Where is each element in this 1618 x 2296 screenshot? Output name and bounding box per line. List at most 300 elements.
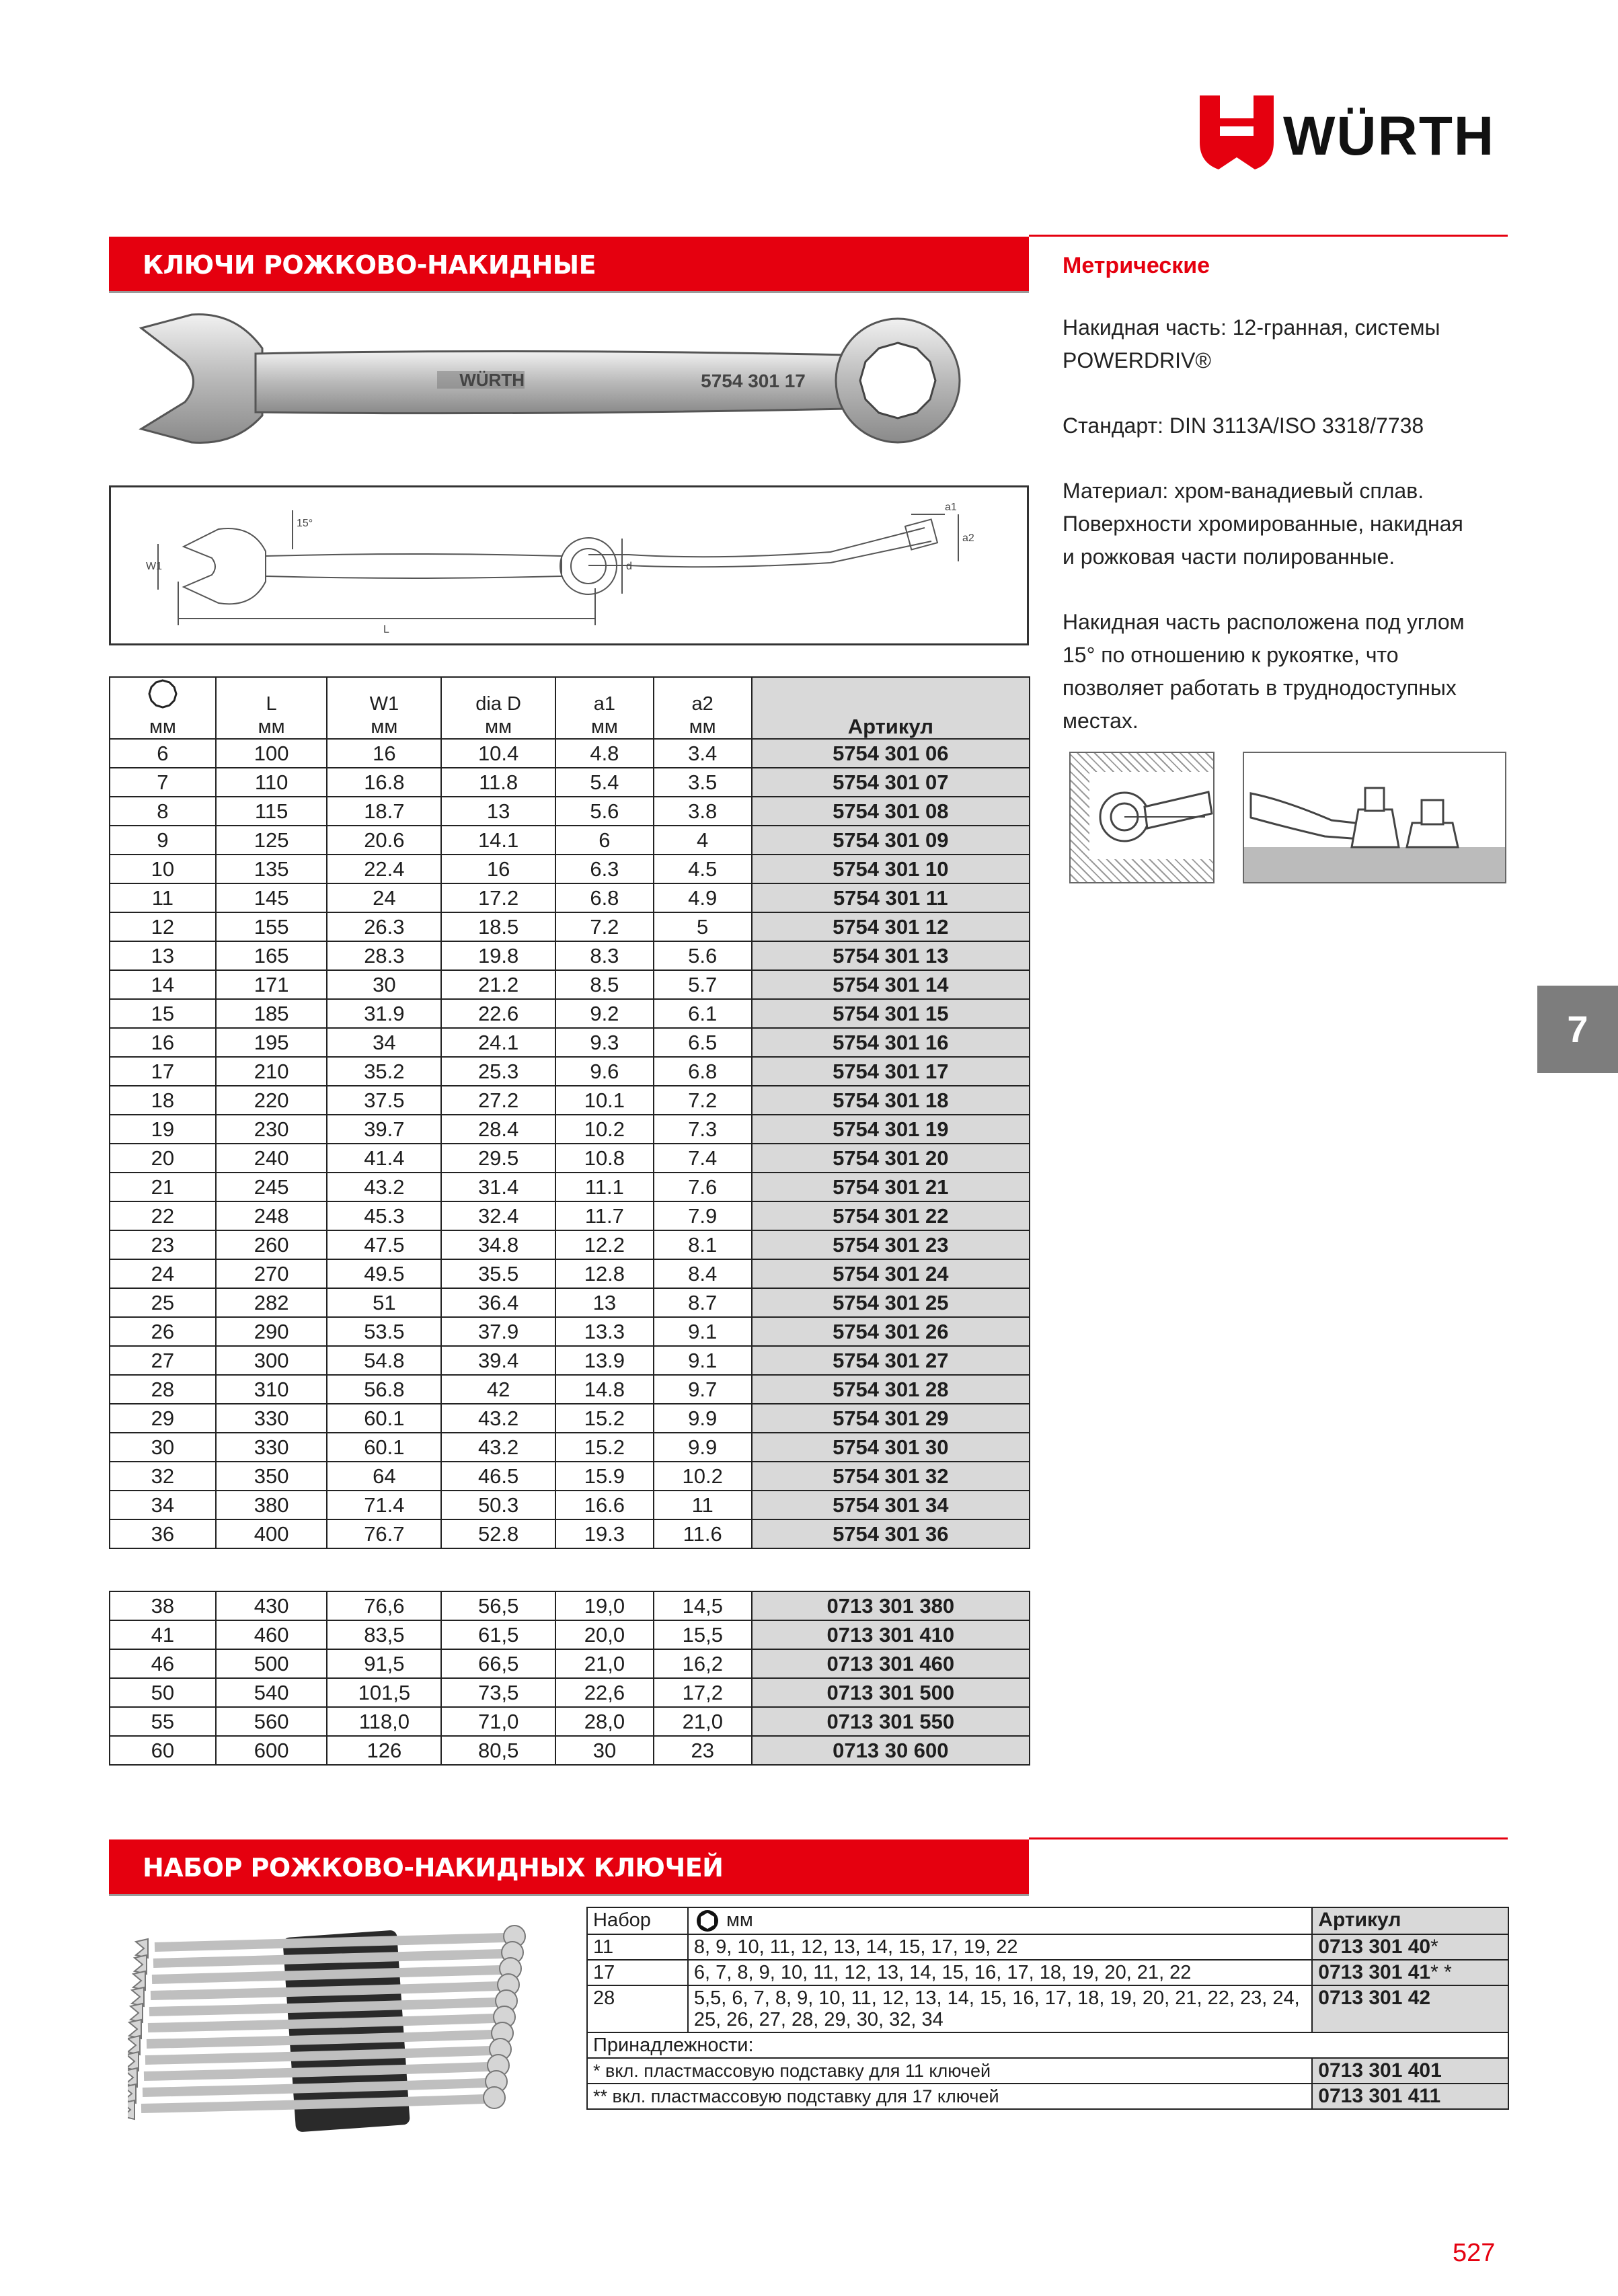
table-cell: 18.5 bbox=[441, 912, 555, 941]
table-cell: 20 bbox=[110, 1144, 216, 1173]
table-cell: 7.4 bbox=[654, 1144, 752, 1173]
info-line: Накидная часть: 12-гранная, системы bbox=[1063, 315, 1440, 340]
dim-label-angle: 15° bbox=[297, 518, 313, 529]
table-cell: 171 bbox=[216, 970, 328, 999]
header-dia-d: dia D мм bbox=[441, 677, 555, 739]
table-cell: 11 bbox=[110, 883, 216, 912]
dimension-drawing bbox=[111, 487, 1027, 643]
table-cell: 5.4 bbox=[555, 768, 654, 797]
table-cell: 23 bbox=[110, 1230, 216, 1259]
set-section-title: НАБОР РОЖКОВО-НАКИДНЫХ КЛЮЧЕЙ bbox=[109, 1839, 1029, 1896]
table-cell: 52.8 bbox=[441, 1519, 555, 1548]
wrench-set-photo bbox=[128, 1920, 565, 2142]
table-cell: 9.3 bbox=[555, 1028, 654, 1057]
table-cell: 3.5 bbox=[654, 768, 752, 797]
table-cell: 115 bbox=[216, 797, 328, 826]
table-cell: 15 bbox=[110, 999, 216, 1028]
article-number: 5754 301 28 bbox=[752, 1375, 1030, 1404]
table-cell: 350 bbox=[216, 1462, 328, 1491]
table-cell: 9.9 bbox=[654, 1404, 752, 1433]
table-cell: 6.5 bbox=[654, 1028, 752, 1057]
table-cell: 100 bbox=[216, 739, 328, 768]
table-cell: 61,5 bbox=[441, 1620, 555, 1649]
table-cell: 270 bbox=[216, 1259, 328, 1288]
table-cell: 110 bbox=[216, 768, 328, 797]
table-cell: 41 bbox=[110, 1620, 216, 1649]
page-number: 527 bbox=[1453, 2239, 1496, 2267]
table-cell: 10.2 bbox=[654, 1462, 752, 1491]
article-number: 5754 301 26 bbox=[752, 1317, 1030, 1346]
usage-illustration-angle bbox=[1069, 752, 1215, 883]
table-cell: 18 bbox=[110, 1086, 216, 1115]
table-cell: 14.8 bbox=[555, 1375, 654, 1404]
table-cell: 7.3 bbox=[654, 1115, 752, 1144]
table-row bbox=[110, 912, 1030, 941]
table-row bbox=[110, 1144, 1030, 1173]
table-row bbox=[110, 1346, 1030, 1375]
table-cell: 13 bbox=[441, 797, 555, 826]
table-cell: 36 bbox=[110, 1519, 216, 1548]
header-l: L мм bbox=[216, 677, 328, 739]
info-paragraph-4 bbox=[1063, 606, 1520, 738]
article-number: 5754 301 22 bbox=[752, 1201, 1030, 1230]
table-cell: 23 bbox=[654, 1736, 752, 1765]
table-cell: 6 bbox=[555, 826, 654, 855]
set-article: 0713 301 40* bbox=[1312, 1934, 1508, 1960]
table-cell: 39.4 bbox=[441, 1346, 555, 1375]
table-cell: 6.1 bbox=[654, 999, 752, 1028]
table-cell: 165 bbox=[216, 941, 328, 970]
table-cell: 22,6 bbox=[555, 1678, 654, 1707]
info-line: и рожковая части полированные. bbox=[1063, 545, 1395, 569]
table-row bbox=[110, 1317, 1030, 1346]
table-cell: 10 bbox=[110, 855, 216, 883]
table-cell: 28.4 bbox=[441, 1115, 555, 1144]
hex-icon bbox=[694, 1909, 721, 1932]
dim-label-w1: W1 bbox=[146, 561, 162, 572]
info-line: Накидная часть расположена под углом bbox=[1063, 610, 1465, 634]
article-number: 5754 301 30 bbox=[752, 1433, 1030, 1462]
table-cell: 13 bbox=[555, 1288, 654, 1317]
table-cell: 53.5 bbox=[327, 1317, 441, 1346]
table-cell: 60.1 bbox=[327, 1404, 441, 1433]
table-row bbox=[110, 970, 1030, 999]
table-cell: 6.3 bbox=[555, 855, 654, 883]
article-number: 5754 301 32 bbox=[752, 1462, 1030, 1491]
table-cell: 7.9 bbox=[654, 1201, 752, 1230]
header-underline bbox=[109, 291, 1029, 293]
table-cell: 600 bbox=[216, 1736, 328, 1765]
table-cell: 300 bbox=[216, 1346, 328, 1375]
table-cell: 245 bbox=[216, 1173, 328, 1201]
table-cell: 37.9 bbox=[441, 1317, 555, 1346]
table-cell: 5 bbox=[654, 912, 752, 941]
table-cell: 43.2 bbox=[441, 1404, 555, 1433]
wrench-brand-stamp: WÜRTH bbox=[459, 370, 525, 390]
article-number: 5754 301 17 bbox=[752, 1057, 1030, 1086]
article-number: 0713 301 460 bbox=[752, 1649, 1030, 1678]
info-line: позволяет работать в труднодоступных bbox=[1063, 676, 1457, 700]
article-number: 5754 301 18 bbox=[752, 1086, 1030, 1115]
table-cell: 400 bbox=[216, 1519, 328, 1548]
table-cell: 9.1 bbox=[654, 1317, 752, 1346]
set-sizes: 6, 7, 8, 9, 10, 11, 12, 13, 14, 15, 16, 17, 18, 19, 20, 21, 22 bbox=[688, 1960, 1312, 1985]
header-a1: a1 мм bbox=[555, 677, 654, 739]
article-number: 5754 301 12 bbox=[752, 912, 1030, 941]
table-cell: 13 bbox=[110, 941, 216, 970]
set-sizes: 5,5, 6, 7, 8, 9, 10, 11, 12, 13, 14, 15, 16, 17, 18, 19, 20, 21, 22, 23, 24, 25, 26, 27, 28, 29, 30, 32, 34 bbox=[688, 1985, 1312, 2032]
table-cell: 24 bbox=[327, 883, 441, 912]
table-cell: 43.2 bbox=[441, 1433, 555, 1462]
article-number: 5754 301 06 bbox=[752, 739, 1030, 768]
table-cell: 22 bbox=[110, 1201, 216, 1230]
table-row bbox=[110, 1462, 1030, 1491]
table-cell: 8 bbox=[110, 797, 216, 826]
table-cell: 8.5 bbox=[555, 970, 654, 999]
table-cell: 126 bbox=[327, 1736, 441, 1765]
set-header-article: Артикул bbox=[1312, 1907, 1508, 1934]
table-cell: 101,5 bbox=[327, 1678, 441, 1707]
table-cell: 21 bbox=[110, 1173, 216, 1201]
technical-drawing bbox=[109, 485, 1029, 645]
table-cell: 9.9 bbox=[654, 1433, 752, 1462]
set-header-sizes bbox=[688, 1907, 1312, 1934]
table-cell: 125 bbox=[216, 826, 328, 855]
accessory-article: 0713 301 401 bbox=[1312, 2058, 1508, 2084]
brand-name: WÜRTH bbox=[1283, 106, 1496, 167]
table-cell: 12.8 bbox=[555, 1259, 654, 1288]
table-cell: 27.2 bbox=[441, 1086, 555, 1115]
article-number: 0713 301 380 bbox=[752, 1591, 1030, 1620]
table-cell: 282 bbox=[216, 1288, 328, 1317]
article-number: 5754 301 16 bbox=[752, 1028, 1030, 1057]
table-cell: 5.6 bbox=[555, 797, 654, 826]
table-row bbox=[110, 999, 1030, 1028]
table-row bbox=[110, 1678, 1030, 1707]
table-cell: 380 bbox=[216, 1491, 328, 1519]
dim-label-a2: a2 bbox=[962, 532, 974, 544]
ring-size-icon bbox=[147, 678, 179, 710]
table-cell: 16 bbox=[327, 739, 441, 768]
set-count: 11 bbox=[587, 1934, 688, 1960]
table-cell: 25 bbox=[110, 1288, 216, 1317]
article-number: 5754 301 24 bbox=[752, 1259, 1030, 1288]
info-paragraph-1 bbox=[1063, 311, 1520, 377]
table-cell: 15.9 bbox=[555, 1462, 654, 1491]
table-cell: 9.6 bbox=[555, 1057, 654, 1086]
table-row bbox=[110, 1736, 1030, 1765]
table-cell: 6.8 bbox=[654, 1057, 752, 1086]
chapter-tab[interactable]: 7 bbox=[1537, 986, 1618, 1073]
table-cell: 10.4 bbox=[441, 739, 555, 768]
table-cell: 10.2 bbox=[555, 1115, 654, 1144]
table-cell: 49.5 bbox=[327, 1259, 441, 1288]
article-number: 0713 30 600 bbox=[752, 1736, 1030, 1765]
table-cell: 11.1 bbox=[555, 1173, 654, 1201]
table-cell: 330 bbox=[216, 1433, 328, 1462]
unit-label: мм bbox=[726, 1909, 753, 1931]
table-cell: 13.3 bbox=[555, 1317, 654, 1346]
accessories-row bbox=[587, 2032, 1508, 2058]
table-cell: 83,5 bbox=[327, 1620, 441, 1649]
usage-illustration-clearance bbox=[1243, 752, 1506, 883]
info-title: Метрические bbox=[1063, 253, 1210, 278]
table-row bbox=[110, 1433, 1030, 1462]
table-cell: 135 bbox=[216, 855, 328, 883]
header-article: Артикул bbox=[752, 677, 1030, 739]
table-cell: 210 bbox=[216, 1057, 328, 1086]
table-row bbox=[110, 883, 1030, 912]
set-header-row bbox=[587, 1907, 1508, 1934]
table-cell: 29.5 bbox=[441, 1144, 555, 1173]
table-cell: 12.2 bbox=[555, 1230, 654, 1259]
table-cell: 25.3 bbox=[441, 1057, 555, 1086]
article-number: 5754 301 34 bbox=[752, 1491, 1030, 1519]
product-photo bbox=[121, 301, 1009, 463]
table-cell: 12 bbox=[110, 912, 216, 941]
table-row bbox=[110, 768, 1030, 797]
accessory-row bbox=[587, 2084, 1508, 2109]
wrench-set-table bbox=[586, 1907, 1509, 2110]
table-row bbox=[110, 826, 1030, 855]
table-cell: 45.3 bbox=[327, 1201, 441, 1230]
table-cell: 248 bbox=[216, 1201, 328, 1230]
section-title: КЛЮЧИ РОЖКОВО-НАКИДНЫЕ bbox=[109, 237, 1029, 293]
table-cell: 7.2 bbox=[555, 912, 654, 941]
table-cell: 6 bbox=[110, 739, 216, 768]
table-cell: 310 bbox=[216, 1375, 328, 1404]
table-cell: 32 bbox=[110, 1462, 216, 1491]
table-cell: 11.8 bbox=[441, 768, 555, 797]
table-row bbox=[110, 1115, 1030, 1144]
table-header-row bbox=[110, 677, 1030, 739]
table-cell: 30 bbox=[110, 1433, 216, 1462]
table-cell: 28 bbox=[110, 1375, 216, 1404]
table-cell: 22.4 bbox=[327, 855, 441, 883]
table-cell: 18.7 bbox=[327, 797, 441, 826]
table-cell: 220 bbox=[216, 1086, 328, 1115]
table-cell: 3.4 bbox=[654, 739, 752, 768]
table-cell: 17.2 bbox=[441, 883, 555, 912]
article-number: 5754 301 25 bbox=[752, 1288, 1030, 1317]
table-row bbox=[110, 1375, 1030, 1404]
table-cell: 5.7 bbox=[654, 970, 752, 999]
table-cell: 21,0 bbox=[654, 1707, 752, 1736]
table-cell: 91,5 bbox=[327, 1649, 441, 1678]
table-cell: 19.8 bbox=[441, 941, 555, 970]
article-number: 5754 301 36 bbox=[752, 1519, 1030, 1548]
table-cell: 16 bbox=[110, 1028, 216, 1057]
info-line: местах. bbox=[1063, 709, 1139, 733]
table-cell: 4.8 bbox=[555, 739, 654, 768]
table-cell: 460 bbox=[216, 1620, 328, 1649]
table-cell: 7 bbox=[110, 768, 216, 797]
table-cell: 26.3 bbox=[327, 912, 441, 941]
table-cell: 8.1 bbox=[654, 1230, 752, 1259]
table-cell: 76.7 bbox=[327, 1519, 441, 1548]
table-cell: 35.5 bbox=[441, 1259, 555, 1288]
set-row bbox=[587, 1960, 1508, 1985]
table-cell: 34.8 bbox=[441, 1230, 555, 1259]
set-count: 28 bbox=[587, 1985, 688, 2032]
table-row bbox=[110, 1620, 1030, 1649]
table-cell: 64 bbox=[327, 1462, 441, 1491]
table-cell: 24 bbox=[110, 1259, 216, 1288]
table-cell: 10.1 bbox=[555, 1086, 654, 1115]
table-cell: 31.4 bbox=[441, 1173, 555, 1201]
article-number: 0713 301 410 bbox=[752, 1620, 1030, 1649]
table-cell: 19,0 bbox=[555, 1591, 654, 1620]
table-cell: 15,5 bbox=[654, 1620, 752, 1649]
header-w1: W1 мм bbox=[327, 677, 441, 739]
table-row bbox=[110, 1491, 1030, 1519]
dim-label-l: L bbox=[383, 624, 389, 635]
table-cell: 21,0 bbox=[555, 1649, 654, 1678]
table-cell: 54.8 bbox=[327, 1346, 441, 1375]
wurth-logo bbox=[1200, 95, 1509, 169]
table-cell: 37.5 bbox=[327, 1086, 441, 1115]
accessory-text: * вкл. пластмассовую подставку для 11 ключей bbox=[587, 2058, 1312, 2084]
wrench-spec-table-large bbox=[109, 1591, 1030, 1766]
set-row bbox=[587, 1985, 1508, 2032]
article-number: 0713 301 500 bbox=[752, 1678, 1030, 1707]
article-number: 5754 301 21 bbox=[752, 1173, 1030, 1201]
table-cell: 16.6 bbox=[555, 1491, 654, 1519]
table-row bbox=[110, 1259, 1030, 1288]
set-header-set: Набор bbox=[587, 1907, 688, 1934]
table-cell: 20,0 bbox=[555, 1620, 654, 1649]
article-number: 5754 301 19 bbox=[752, 1115, 1030, 1144]
table-cell: 4.9 bbox=[654, 883, 752, 912]
table-cell: 50.3 bbox=[441, 1491, 555, 1519]
info-line: Стандарт: DIN 3113A/ISO 3318/7738 bbox=[1063, 413, 1424, 438]
table-cell: 9.2 bbox=[555, 999, 654, 1028]
table-cell: 8.4 bbox=[654, 1259, 752, 1288]
info-line: POWERDRIV® bbox=[1063, 348, 1211, 372]
angle-diagram bbox=[1071, 753, 1213, 882]
accessories-label: Принадлежности: bbox=[587, 2032, 1508, 2058]
table-cell: 290 bbox=[216, 1317, 328, 1346]
article-number: 5754 301 08 bbox=[752, 797, 1030, 826]
table-cell: 8.7 bbox=[654, 1288, 752, 1317]
table-cell: 13.9 bbox=[555, 1346, 654, 1375]
table-row bbox=[110, 739, 1030, 768]
table-row bbox=[110, 1173, 1030, 1201]
accessory-article: 0713 301 411 bbox=[1312, 2084, 1508, 2109]
table-cell: 47.5 bbox=[327, 1230, 441, 1259]
set-count: 17 bbox=[587, 1960, 688, 1985]
wurth-emblem-icon bbox=[1200, 95, 1274, 169]
table-cell: 430 bbox=[216, 1591, 328, 1620]
article-number: 5754 301 13 bbox=[752, 941, 1030, 970]
table-cell: 185 bbox=[216, 999, 328, 1028]
set-article: 0713 301 41* * bbox=[1312, 1960, 1508, 1985]
header-rule bbox=[1029, 235, 1508, 237]
table-cell: 60 bbox=[110, 1736, 216, 1765]
table-cell: 56.8 bbox=[327, 1375, 441, 1404]
table-cell: 30 bbox=[555, 1736, 654, 1765]
dim-label-a1: a1 bbox=[945, 502, 957, 513]
table-cell: 230 bbox=[216, 1115, 328, 1144]
info-line: Материал: хром-ванадиевый сплав. bbox=[1063, 479, 1424, 503]
article-number: 5754 301 11 bbox=[752, 883, 1030, 912]
info-paragraph-3 bbox=[1063, 475, 1520, 573]
table-cell: 9.7 bbox=[654, 1375, 752, 1404]
table-cell: 73,5 bbox=[441, 1678, 555, 1707]
table-cell: 36.4 bbox=[441, 1288, 555, 1317]
table-cell: 60.1 bbox=[327, 1433, 441, 1462]
table-cell: 30 bbox=[327, 970, 441, 999]
article-number: 5754 301 10 bbox=[752, 855, 1030, 883]
table-cell: 7.2 bbox=[654, 1086, 752, 1115]
article-number: 5754 301 23 bbox=[752, 1230, 1030, 1259]
table-cell: 4 bbox=[654, 826, 752, 855]
table-cell: 71.4 bbox=[327, 1491, 441, 1519]
table-cell: 66,5 bbox=[441, 1649, 555, 1678]
table-cell: 11 bbox=[654, 1491, 752, 1519]
header-size bbox=[110, 677, 216, 739]
table-cell: 55 bbox=[110, 1707, 216, 1736]
table-cell: 34 bbox=[327, 1028, 441, 1057]
article-number: 5754 301 09 bbox=[752, 826, 1030, 855]
set-article: 0713 301 42 bbox=[1312, 1985, 1508, 2032]
table-cell: 29 bbox=[110, 1404, 216, 1433]
table-cell: 5.6 bbox=[654, 941, 752, 970]
table-cell: 80,5 bbox=[441, 1736, 555, 1765]
accessory-row bbox=[587, 2058, 1508, 2084]
set-row bbox=[587, 1934, 1508, 1960]
table-cell: 145 bbox=[216, 883, 328, 912]
table-row bbox=[110, 1707, 1030, 1736]
header-rule bbox=[1029, 1837, 1508, 1839]
table-cell: 10.8 bbox=[555, 1144, 654, 1173]
clearance-diagram bbox=[1244, 753, 1505, 882]
table-row bbox=[110, 1591, 1030, 1620]
table-cell: 9 bbox=[110, 826, 216, 855]
table-row bbox=[110, 1230, 1030, 1259]
table-cell: 14.1 bbox=[441, 826, 555, 855]
table-row bbox=[110, 1519, 1030, 1548]
table-cell: 22.6 bbox=[441, 999, 555, 1028]
table-cell: 76,6 bbox=[327, 1591, 441, 1620]
table-cell: 4.5 bbox=[654, 855, 752, 883]
dim-label-d: d bbox=[626, 561, 632, 572]
article-number: 5754 301 20 bbox=[752, 1144, 1030, 1173]
article-number: 0713 301 550 bbox=[752, 1707, 1030, 1736]
table-row bbox=[110, 1057, 1030, 1086]
table-cell: 46 bbox=[110, 1649, 216, 1678]
header-underline bbox=[109, 1894, 1029, 1896]
table-cell: 43.2 bbox=[327, 1173, 441, 1201]
table-cell: 3.8 bbox=[654, 797, 752, 826]
table-cell: 6.8 bbox=[555, 883, 654, 912]
table-cell: 28,0 bbox=[555, 1707, 654, 1736]
table-cell: 560 bbox=[216, 1707, 328, 1736]
table-row bbox=[110, 1028, 1030, 1057]
table-cell: 195 bbox=[216, 1028, 328, 1057]
table-cell: 27 bbox=[110, 1346, 216, 1375]
table-cell: 17,2 bbox=[654, 1678, 752, 1707]
table-cell: 41.4 bbox=[327, 1144, 441, 1173]
accessory-text: ** вкл. пластмассовую подставку для 17 ключей bbox=[587, 2084, 1312, 2109]
table-cell: 42 bbox=[441, 1375, 555, 1404]
table-row bbox=[110, 1086, 1030, 1115]
unit-label: мм bbox=[149, 716, 176, 738]
table-cell: 16 bbox=[441, 855, 555, 883]
table-cell: 26 bbox=[110, 1317, 216, 1346]
table-cell: 8.3 bbox=[555, 941, 654, 970]
table-cell: 260 bbox=[216, 1230, 328, 1259]
